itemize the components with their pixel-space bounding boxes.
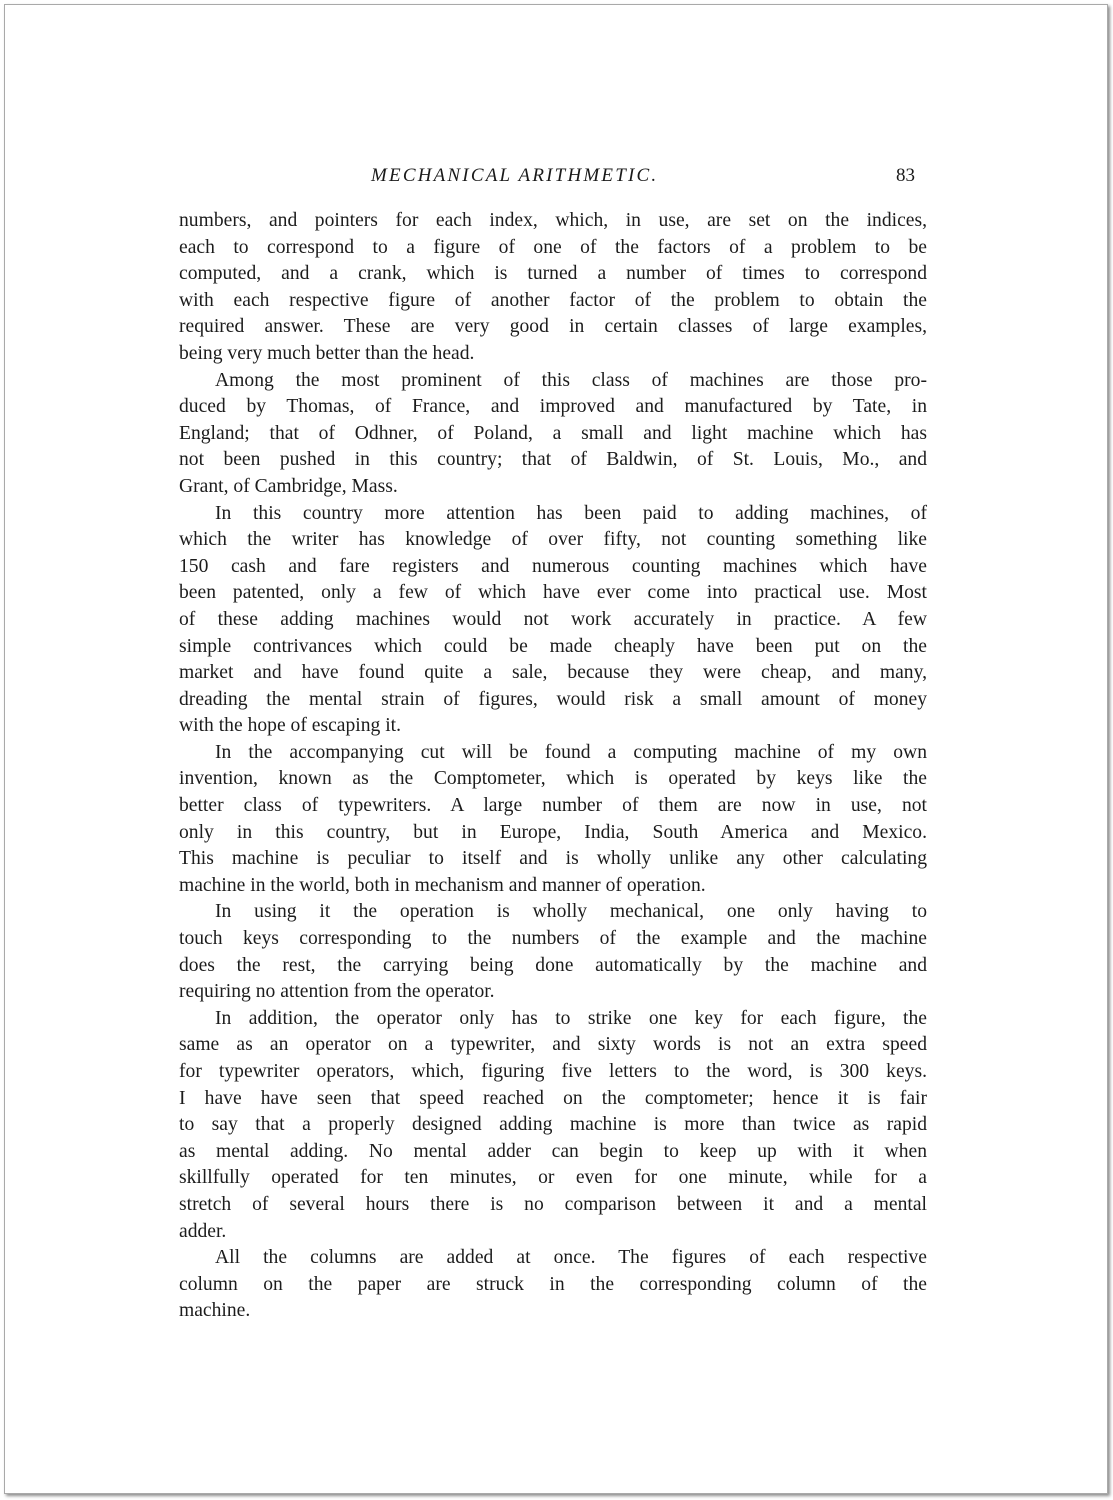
page	[4, 4, 1108, 1494]
running-title: MECHANICAL ARITHMETIC.	[371, 165, 659, 186]
text-line: with the hope of escaping it.	[179, 715, 402, 737]
text-line: In addition, the operator only has to strike one key for each figure, the	[215, 1007, 927, 1029]
text-line: machine.	[179, 1300, 251, 1322]
paragraph	[179, 1245, 927, 1325]
text-line: stretch of several hours there is no comparison between it and a mental	[179, 1193, 927, 1215]
text-line: for typewriter operators, which, figuring five letters to the word, is 300 keys.	[179, 1061, 927, 1082]
text-line: being very much better than the head.	[179, 342, 475, 364]
text-line: 150 cash and fare registers and numerous counting machines which have	[179, 555, 927, 577]
page-number: 83	[896, 165, 915, 186]
text-line: which the writer has knowledge of over fifty, not counting something like	[179, 529, 927, 551]
paragraph	[179, 740, 927, 900]
text-line: only in this country, but in Europe, India, South America and Mexico.	[179, 821, 927, 843]
text-line: requiring no attention from the operator.	[179, 981, 495, 1003]
paragraph	[179, 1006, 927, 1245]
body-text	[179, 208, 927, 1325]
text-line: Grant, of Cambridge, Mass.	[179, 475, 398, 497]
text-line: better class of typewriters. A large number of them are now in use, not	[179, 795, 927, 817]
text-line: In using it the operation is wholly mechanical, one only having to	[215, 901, 927, 923]
text-line: skillfully operated for ten minutes, or even for one minute, while for a	[179, 1167, 927, 1189]
text-line: required answer. These are very good in certain classes of large examples,	[179, 316, 927, 338]
paragraph	[179, 501, 927, 740]
text-line: market and have found quite a sale, because they were cheap, and many,	[179, 662, 927, 684]
text-line: been patented, only a few of which have ever come into practical use. Most	[179, 582, 927, 604]
text-line: each to correspond to a figure of one of the factors of a problem to be	[179, 236, 927, 258]
text-line: invention, known as the Comptometer, which is operated by keys like the	[179, 768, 927, 790]
text-line: Among the most prominent of this class of machines are those pro-	[215, 369, 927, 391]
text-line: machine in the world, both in mechanism and manner of operation.	[179, 874, 706, 896]
text-line: column on the paper are struck in the corresponding column of the	[179, 1273, 927, 1295]
text-line: simple contrivances which could be made cheaply have been put on the	[179, 635, 927, 657]
text-line: as mental adding. No mental adder can begin to keep up with it when	[179, 1140, 927, 1162]
text-line: This machine is peculiar to itself and is wholly unlike any other calculating	[179, 848, 927, 870]
text-line: same as an operator on a typewriter, and sixty words is not an extra speed	[179, 1034, 927, 1056]
text-line: of these adding machines would not work accurately in practice. A few	[179, 608, 927, 630]
paragraph	[179, 368, 927, 501]
text-line: does the rest, the carrying being done automatically by the machine and	[179, 954, 927, 976]
text-line: In the accompanying cut will be found a computing machine of my own	[215, 741, 927, 763]
text-line: touch keys corresponding to the numbers of the example and the machine	[179, 928, 927, 950]
paragraph	[179, 208, 927, 368]
text-line: to say that a properly designed adding machine is more than twice as rapid	[179, 1114, 927, 1136]
text-line: adder.	[179, 1220, 227, 1242]
text-line: not been pushed in this country; that of Baldwin, of St. Louis, Mo., and	[179, 449, 927, 471]
text-line: I have have seen that speed reached on the comptometer; hence it is fair	[179, 1087, 927, 1109]
text-line: numbers, and pointers for each index, which, in use, are set on the indices,	[179, 210, 927, 231]
text-line: In this country more attention has been paid to adding machines, of	[215, 502, 927, 524]
running-header	[5, 165, 1109, 195]
text-line: duced by Thomas, of France, and improved and manufactured by Tate, in	[179, 396, 927, 418]
text-line: dreading the mental strain of figures, would risk a small amount of money	[179, 688, 927, 710]
text-line: computed, and a crank, which is turned a number of times to correspond	[179, 263, 927, 285]
text-line: England; that of Odhner, of Poland, a small and light machine which has	[179, 422, 927, 444]
text-line: with each respective figure of another factor of the problem to obtain the	[179, 289, 927, 311]
text-line: All the columns are added at once. The figures of each respective	[215, 1247, 927, 1269]
paragraph	[179, 899, 927, 1005]
